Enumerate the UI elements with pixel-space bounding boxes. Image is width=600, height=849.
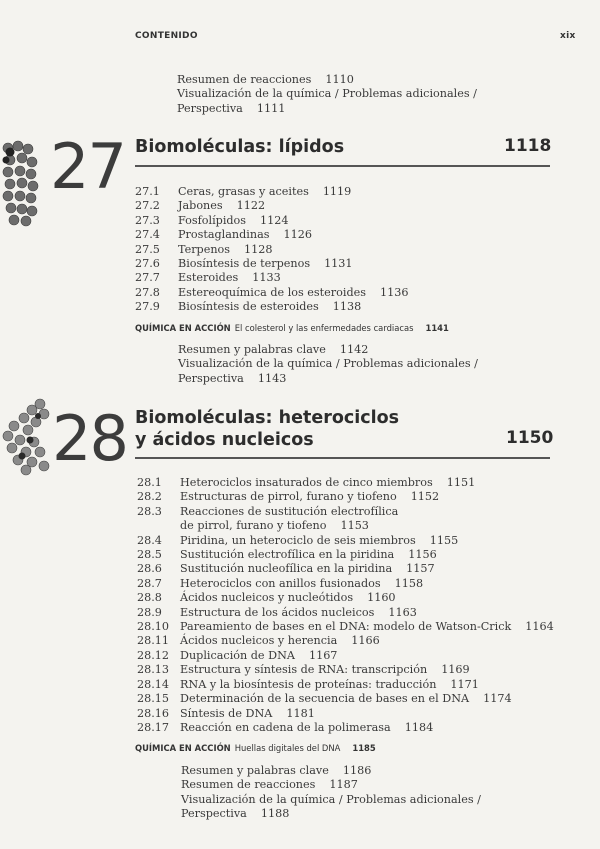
toc-entry — [135, 271, 408, 285]
section-title: de pirrol, furano y tiofeno — [180, 519, 327, 533]
toc-entry — [137, 548, 554, 562]
section-number: 27.4 — [135, 228, 160, 242]
chapter-rule — [135, 165, 550, 167]
chapter-28-end-list — [181, 764, 481, 822]
toc-entry — [135, 243, 408, 257]
section-page: 1124 — [260, 213, 289, 227]
section-number: 28.4 — [137, 533, 162, 547]
section-page: 1157 — [406, 562, 435, 576]
toc-entry — [135, 300, 408, 314]
section-page: 1152 — [410, 490, 440, 504]
section-title: Estructura de los ácidos nucleicos — [180, 605, 375, 619]
toc-entry — [137, 620, 554, 634]
section-title: Reacciones de sustitución electrofílica — [180, 504, 399, 518]
section-title: Determinación de la secuencia de bases en el DNA — [180, 692, 470, 706]
section-number: 27.8 — [135, 285, 160, 299]
section-page: 1133 — [252, 271, 281, 285]
section-title: Ceras, grasas y aceites — [178, 185, 309, 198]
section-title: Esteroides — [178, 271, 239, 285]
section-number: 28.14 — [137, 677, 170, 691]
list-item: Resumen de reacciones 1110 — [177, 73, 354, 86]
toc-entry — [137, 534, 554, 548]
chapter-title-line-1: Biomoléculas: heterociclos — [135, 408, 400, 428]
chemistry-in-action: QUÍMICA EN ACCIÓN Huellas digitales del DNA 1185 — [135, 743, 376, 753]
toc-entry — [137, 606, 554, 620]
section-page: 1163 — [388, 605, 417, 619]
list-item: Resumen de reacciones 1187 — [181, 778, 358, 792]
section-title: Piridina, un heterociclo de seis miembros — [180, 533, 416, 547]
section-number: 28.13 — [137, 663, 170, 677]
page-number: xix — [560, 31, 576, 41]
section-page: 1138 — [332, 300, 362, 314]
section-number: 27.1 — [135, 185, 160, 198]
toc-entry — [137, 692, 554, 706]
section-page: 1181 — [286, 706, 315, 720]
toc-entry — [137, 721, 554, 735]
section-page: 1131 — [324, 257, 353, 271]
section-title: Terpenos — [178, 242, 231, 256]
section-title: Jabones — [178, 199, 223, 213]
running-header: CONTENIDO — [135, 31, 198, 41]
list-item: Visualización de la química / Problemas adicionales / — [181, 792, 481, 806]
section-title: Sustitución nucleofílica en la piridina — [180, 562, 393, 576]
toc-entry — [135, 228, 408, 242]
section-number: 28.5 — [137, 548, 162, 562]
list-item: Perspectiva 1143 — [178, 371, 287, 385]
section-number: 28.9 — [137, 605, 162, 619]
section-title: Síntesis de DNA — [180, 706, 273, 720]
toc-entry — [135, 185, 408, 199]
section-title: Reacción en cadena de la polimerasa — [180, 720, 391, 734]
section-number: 28.17 — [137, 720, 170, 734]
section-title: Estructura y síntesis de RNA: transcripción — [180, 663, 428, 677]
chapter-rule — [135, 457, 550, 459]
list-item: Perspectiva 1111 — [177, 101, 286, 115]
toc-entry — [137, 505, 554, 519]
section-number: 28.16 — [137, 706, 170, 720]
section-number: 28.1 — [137, 476, 162, 489]
toc-entry — [137, 591, 554, 605]
section-page: 1136 — [379, 285, 409, 299]
section-title: Biosíntesis de esteroides — [178, 300, 319, 314]
section-number: 28.12 — [137, 648, 170, 662]
section-page: 1164 — [525, 620, 554, 634]
section-title: Sustitución electrofílica en la piridina — [180, 548, 395, 562]
section-page: 1167 — [308, 648, 338, 662]
section-title: Pareamiento de bases en el DNA: modelo de Watson-Crick — [180, 620, 512, 634]
toc-entry — [137, 678, 554, 692]
chapter-page: 1118 — [504, 136, 552, 156]
toc-entry — [137, 577, 554, 591]
section-number: 28.3 — [137, 504, 162, 518]
section-number: 27.5 — [135, 242, 160, 256]
section-number: 28.7 — [137, 576, 162, 590]
section-title: Heterociclos con anillos fusionados — [180, 576, 381, 590]
section-number: 28.15 — [137, 692, 170, 706]
section-number: 27.9 — [135, 300, 160, 314]
chapter-27-end-list — [178, 343, 478, 386]
toc-entry — [135, 199, 408, 213]
chapter-number: 28 — [52, 402, 127, 475]
chapter-27-sections — [135, 185, 408, 315]
section-title: Prostaglandinas — [178, 228, 270, 242]
section-page: 1155 — [429, 533, 459, 547]
section-page: 1158 — [394, 576, 424, 590]
section-page: 1169 — [441, 663, 470, 677]
chapter-page: 1150 — [506, 428, 554, 448]
section-title: Heterociclos insaturados de cinco miembros — [180, 476, 433, 489]
toc-entry — [137, 490, 554, 504]
chapter-title: Biomoléculas: lípidos — [135, 137, 345, 157]
toc-entry — [137, 663, 554, 677]
toc-entry — [137, 519, 554, 533]
chapter-number: 27 — [50, 130, 125, 203]
toc-entry — [135, 286, 408, 300]
toc-entry — [135, 257, 408, 271]
toc-entry — [135, 214, 408, 228]
section-page: 1128 — [244, 242, 273, 256]
toc-entry — [137, 562, 554, 576]
section-title: Estructuras de pirrol, furano y tiofeno — [180, 490, 397, 504]
section-title: Ácidos nucleicos y herencia — [180, 634, 338, 648]
section-page: 1160 — [367, 591, 396, 605]
section-number: 28.10 — [137, 620, 170, 634]
section-title: Duplicación de DNA — [180, 648, 295, 662]
section-number: 28.2 — [137, 490, 162, 504]
section-number: 28.8 — [137, 591, 162, 605]
section-number: 27.6 — [135, 257, 160, 271]
chemistry-in-action: QUÍMICA EN ACCIÓN El colesterol y las enfermedades cardiacas 1141 — [135, 323, 449, 333]
section-page: 1156 — [408, 548, 437, 562]
section-page: 1184 — [404, 720, 434, 734]
section-page: 1122 — [236, 199, 266, 213]
section-number: 27.3 — [135, 213, 160, 227]
section-title: Estereoquímica de los esteroides — [178, 285, 366, 299]
list-item: Visualización de la química / Problemas adicionales / — [177, 87, 477, 101]
chapter-title-line-2: y ácidos nucleicos — [135, 430, 314, 450]
section-number: 28.6 — [137, 562, 162, 576]
list-item: Perspectiva 1188 — [181, 807, 290, 821]
section-number: 27.2 — [135, 199, 160, 213]
chapter-28-sections — [137, 476, 554, 735]
section-page: 1171 — [450, 677, 479, 691]
dna-molecule-image — [0, 396, 52, 478]
prev-chapter-end-list — [177, 73, 477, 116]
toc-entry — [137, 649, 554, 663]
list-item: Resumen y palabras clave 1142 — [178, 343, 369, 356]
section-title: Fosfolípidos — [178, 213, 247, 227]
section-page: 1126 — [283, 228, 312, 242]
section-number: 28.11 — [137, 634, 170, 648]
section-page: 1174 — [483, 692, 512, 706]
section-page: 1151 — [446, 476, 476, 489]
toc-entry — [137, 476, 554, 490]
section-number: 27.7 — [135, 271, 160, 285]
section-page: 1153 — [340, 519, 369, 533]
section-page: 1166 — [351, 634, 380, 648]
section-title: Biosíntesis de terpenos — [178, 257, 311, 271]
list-item: Resumen y palabras clave 1186 — [181, 764, 372, 777]
lipid-molecule-image — [0, 138, 44, 230]
section-title: Ácidos nucleicos y nucleótidos — [180, 591, 354, 605]
section-title: RNA y la biosíntesis de proteínas: traducción — [180, 677, 437, 691]
list-item: Visualización de la química / Problemas adicionales / — [178, 357, 478, 371]
toc-entry — [137, 634, 554, 648]
toc-entry — [137, 707, 554, 721]
section-page: 1119 — [322, 185, 352, 198]
